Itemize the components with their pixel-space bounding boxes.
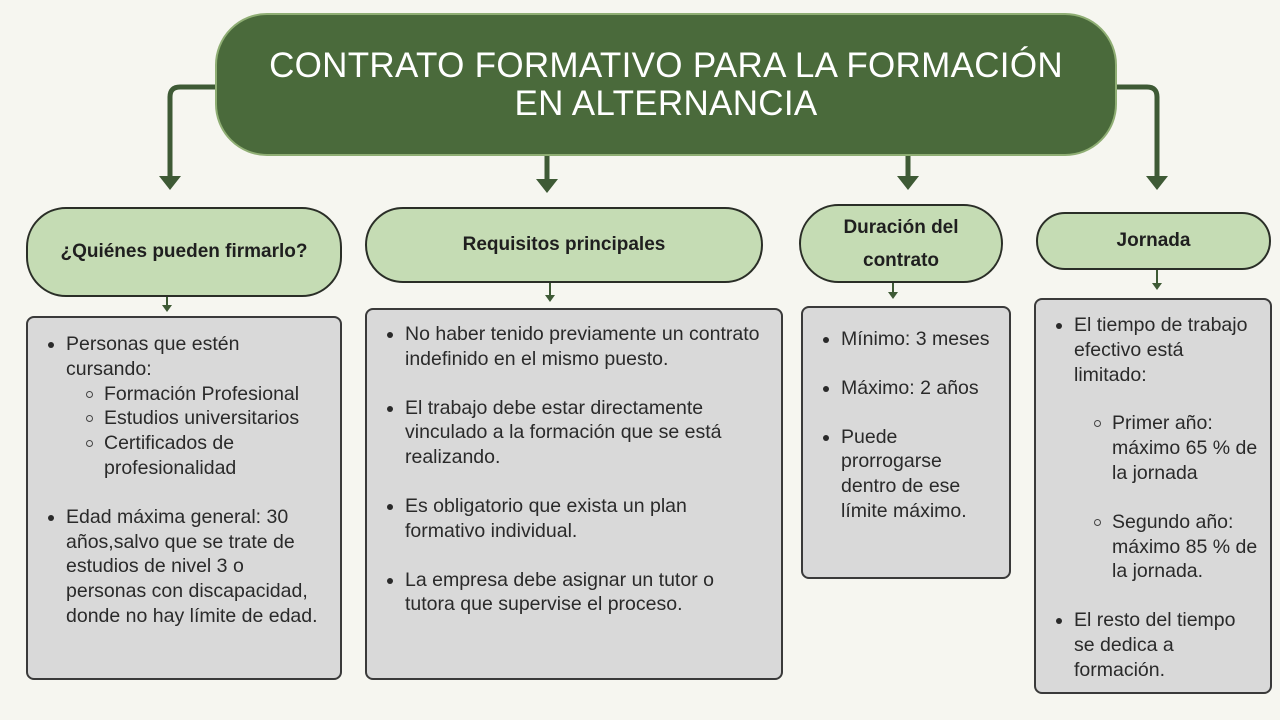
header-jornada bbox=[1036, 212, 1271, 270]
content-requisitos bbox=[365, 308, 783, 680]
arrowhead-4 bbox=[1146, 176, 1168, 190]
list-item bbox=[1046, 313, 1258, 584]
title-line-2: EN ALTERNANCIA bbox=[514, 83, 818, 123]
sub-item: Estudios universitarios bbox=[66, 406, 326, 431]
arrowhead-1 bbox=[159, 176, 181, 190]
list-item bbox=[38, 505, 326, 629]
list-item bbox=[38, 332, 326, 481]
list-item: Mínimo: 3 meses bbox=[813, 327, 999, 352]
header-jornada-label: Jornada bbox=[1116, 230, 1191, 251]
item-text: Personas que estén cursando: bbox=[66, 333, 240, 380]
small-arrowhead-1 bbox=[162, 305, 172, 312]
list-item: Es obligatorio que exista un plan formativo individual. bbox=[377, 494, 767, 544]
header-duracion bbox=[799, 204, 1003, 283]
arrowhead-2 bbox=[536, 179, 558, 193]
header-duracion-line-1: Duración del bbox=[843, 216, 959, 238]
header-requisitos-label: Requisitos principales bbox=[462, 234, 666, 255]
list-item: El trabajo debe estar directamente vinculado a la formación que se está realizando. bbox=[377, 396, 767, 470]
item-text: El resto del tiempo se dedica a formación. bbox=[1074, 609, 1236, 681]
header-requisitos bbox=[365, 207, 763, 283]
small-arrowhead-3 bbox=[888, 292, 898, 299]
small-arrowhead-4 bbox=[1152, 283, 1162, 290]
title-box bbox=[215, 13, 1117, 156]
list-item: Máximo: 2 años bbox=[813, 376, 999, 401]
small-arrowhead-2 bbox=[545, 295, 555, 302]
title-line-1: CONTRATO FORMATIVO PARA LA FORMACIÓN bbox=[269, 45, 1063, 85]
list-item: No haber tenido previamente un contrato indefinido en el mismo puesto. bbox=[377, 322, 767, 372]
list-item: La empresa debe asignar un tutor o tutora que supervise el proceso. bbox=[377, 568, 767, 618]
sub-item: Certificados de profesionalidad bbox=[66, 431, 326, 481]
arrowhead-3 bbox=[897, 176, 919, 190]
item-text: Edad máxima general: 30 años,salvo que se trate de estudios de nivel 3 o personas con discapacidad, donde no hay límite de edad. bbox=[66, 505, 318, 627]
sub-item: Formación Profesional bbox=[66, 382, 326, 407]
sub-item: Primer año: máximo 65 % de la jornada bbox=[1074, 411, 1258, 485]
header-quienes bbox=[26, 207, 342, 297]
header-duracion-line-2: contrato bbox=[863, 249, 939, 271]
content-jornada bbox=[1034, 298, 1272, 694]
item-text: El tiempo de trabajo efectivo está limitado: bbox=[1074, 314, 1248, 386]
list-item: Puede prorrogarse dentro de ese límite máximo. bbox=[813, 425, 999, 524]
list-item bbox=[1046, 608, 1258, 682]
header-quienes-label: ¿Quiénes pueden firmarlo? bbox=[60, 241, 308, 262]
content-duracion bbox=[801, 306, 1011, 579]
content-quienes bbox=[26, 316, 342, 680]
sub-item: Segundo año: máximo 85 % de la jornada. bbox=[1074, 510, 1258, 584]
